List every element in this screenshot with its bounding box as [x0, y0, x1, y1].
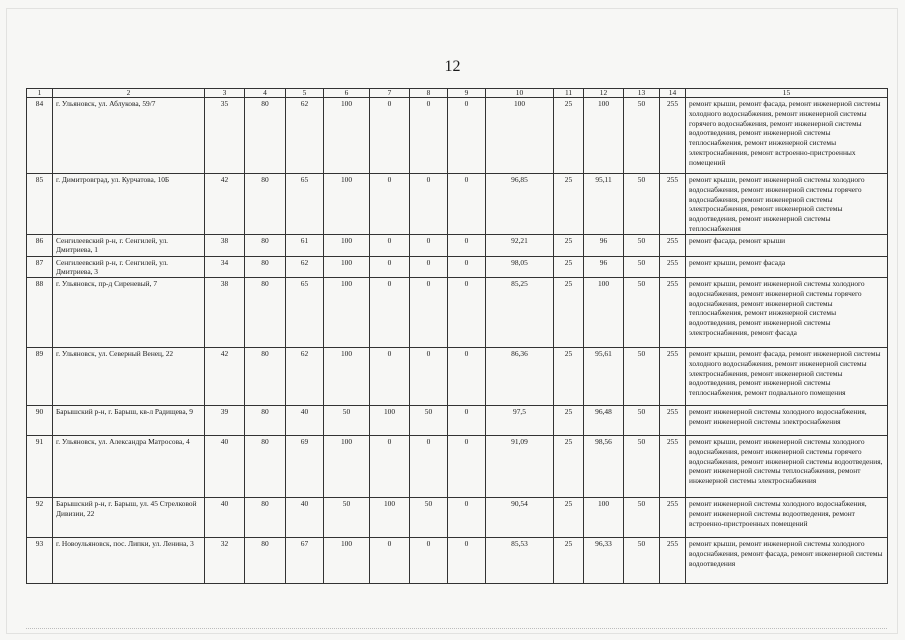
cell-col-6: 100 [324, 436, 370, 498]
column-number-11: 11 [554, 89, 584, 98]
cell-col-3: 38 [205, 234, 245, 256]
cell-col-14: 255 [660, 256, 686, 278]
cell-col-5: 40 [286, 498, 324, 538]
cell-col-13: 50 [624, 436, 660, 498]
cell-col-8: 0 [410, 174, 448, 235]
cell-col-3: 42 [205, 348, 245, 406]
cell-col-11: 25 [554, 406, 584, 436]
column-number-5: 5 [286, 89, 324, 98]
cell-col-6: 100 [324, 256, 370, 278]
cell-col-9: 0 [448, 174, 486, 235]
cell-col-14: 255 [660, 174, 686, 235]
cell-row-number: 86 [27, 234, 53, 256]
cell-col-3: 40 [205, 498, 245, 538]
cell-address: Сенгилеевский р-н, г. Сенгилей, ул. Дмитриева, 3 [53, 256, 205, 278]
column-number-1: 1 [27, 89, 53, 98]
cell-col-11: 25 [554, 538, 584, 584]
cell-work-types: ремонт фасада, ремонт крыши [686, 234, 888, 256]
cell-col-10: 92,21 [486, 234, 554, 256]
cell-col-9: 0 [448, 436, 486, 498]
cell-col-12: 100 [584, 278, 624, 348]
cell-col-13: 50 [624, 256, 660, 278]
table-body [27, 89, 888, 584]
cell-col-13: 50 [624, 348, 660, 406]
cell-col-13: 50 [624, 174, 660, 235]
cell-work-types: ремонт крыши, ремонт инженерной системы холодного водоснабжения, ремонт инженерной системы горячего водоснабжения, ремонт инженерной системы электроснабжения, ремонт инженерной системы водоотведения, ремонт инженерной системы теплоснабжения [686, 174, 888, 235]
cell-address: г. Ульяновск, пр-д Сиреневый, 7 [53, 278, 205, 348]
cell-col-6: 50 [324, 406, 370, 436]
cell-col-8: 0 [410, 538, 448, 584]
cell-col-10: 91,09 [486, 436, 554, 498]
table-row [27, 278, 888, 348]
table-row [27, 436, 888, 498]
table-row [27, 234, 888, 256]
column-number-3: 3 [205, 89, 245, 98]
table-row [27, 406, 888, 436]
cell-col-12: 96,33 [584, 538, 624, 584]
cell-col-11: 25 [554, 256, 584, 278]
table-row [27, 256, 888, 278]
column-number-14: 14 [660, 89, 686, 98]
cell-col-13: 50 [624, 278, 660, 348]
cell-col-5: 40 [286, 406, 324, 436]
cell-col-10: 97,5 [486, 406, 554, 436]
cell-col-8: 0 [410, 234, 448, 256]
cell-col-10: 85,25 [486, 278, 554, 348]
cell-col-4: 80 [245, 256, 286, 278]
cell-address: Барышский р-н, г. Барыш, ул. 45 Стрелковой Дивизии, 22 [53, 498, 205, 538]
cell-col-11: 25 [554, 498, 584, 538]
cell-work-types: ремонт крыши, ремонт инженерной системы холодного водоснабжения, ремонт фасада, ремонт инженерной системы водоотведения [686, 538, 888, 584]
cell-col-7: 0 [370, 348, 410, 406]
cell-col-3: 35 [205, 98, 245, 174]
cell-col-4: 80 [245, 348, 286, 406]
cell-col-14: 255 [660, 278, 686, 348]
cell-address: г. Димитровград, ул. Курчатова, 10Б [53, 174, 205, 235]
cell-col-5: 67 [286, 538, 324, 584]
cell-col-10: 96,85 [486, 174, 554, 235]
cell-col-12: 95,61 [584, 348, 624, 406]
cell-col-7: 0 [370, 436, 410, 498]
cell-col-12: 96,48 [584, 406, 624, 436]
cell-col-9: 0 [448, 278, 486, 348]
cell-work-types: ремонт крыши, ремонт фасада, ремонт инженерной системы холодного водоснабжения, ремонт инженерной системы электроснабжения, ремонт инженерной системы водоотведения, ремонт инженерной системы теплоснабжения, ремонт подвального помещения [686, 348, 888, 406]
cell-col-8: 0 [410, 348, 448, 406]
cell-col-8: 50 [410, 498, 448, 538]
column-number-12: 12 [584, 89, 624, 98]
cell-col-4: 80 [245, 498, 286, 538]
cell-col-10: 100 [486, 98, 554, 174]
cell-address: Сенгилеевский р-н, г. Сенгилей, ул. Дмитриева, 1 [53, 234, 205, 256]
cell-col-5: 69 [286, 436, 324, 498]
cell-col-13: 50 [624, 406, 660, 436]
cell-col-4: 80 [245, 174, 286, 235]
column-number-2: 2 [53, 89, 205, 98]
cell-row-number: 92 [27, 498, 53, 538]
cell-col-3: 32 [205, 538, 245, 584]
cell-col-6: 100 [324, 234, 370, 256]
cell-col-6: 100 [324, 538, 370, 584]
cell-col-9: 0 [448, 538, 486, 584]
page-number: 12 [444, 58, 461, 75]
cell-work-types: ремонт крыши, ремонт фасада, ремонт инженерной системы холодного водоснабжения, ремонт инженерной системы горячего водоснабжения, ремонт инженерной системы водоотведения, ремонт инженерной системы теплоснабжения, ремонт инженерной системы электроснабжения, ремонт встроенно-пристроенных помещений [686, 98, 888, 174]
cell-col-3: 42 [205, 174, 245, 235]
cell-row-number: 93 [27, 538, 53, 584]
column-number-4: 4 [245, 89, 286, 98]
cell-row-number: 87 [27, 256, 53, 278]
cell-col-11: 25 [554, 98, 584, 174]
cell-col-9: 0 [448, 348, 486, 406]
cell-col-6: 100 [324, 278, 370, 348]
cell-col-3: 39 [205, 406, 245, 436]
cell-col-10: 86,36 [486, 348, 554, 406]
cell-address: Барышский р-н, г. Барыш, кв-л Радищева, 9 [53, 406, 205, 436]
cell-col-11: 25 [554, 278, 584, 348]
cell-col-14: 255 [660, 348, 686, 406]
cell-col-5: 62 [286, 98, 324, 174]
cell-col-4: 80 [245, 278, 286, 348]
cell-col-14: 255 [660, 436, 686, 498]
cell-col-13: 50 [624, 98, 660, 174]
cell-col-14: 255 [660, 98, 686, 174]
cell-col-4: 80 [245, 538, 286, 584]
cell-col-9: 0 [448, 98, 486, 174]
column-number-10: 10 [486, 89, 554, 98]
table-row [27, 174, 888, 235]
page-bottom-line [26, 628, 887, 629]
cell-col-6: 100 [324, 174, 370, 235]
cell-col-8: 0 [410, 436, 448, 498]
cell-col-12: 98,56 [584, 436, 624, 498]
cell-col-14: 255 [660, 234, 686, 256]
cell-col-12: 100 [584, 98, 624, 174]
cell-col-7: 0 [370, 234, 410, 256]
cell-col-8: 50 [410, 406, 448, 436]
cell-work-types: ремонт крыши, ремонт инженерной системы холодного водоснабжения, ремонт инженерной системы горячего водоснабжения, ремонт инженерной системы водоотведения, ремонт инженерной системы теплоснабжения, ремонт инженерной системы электроснабжения [686, 436, 888, 498]
column-number-7: 7 [370, 89, 410, 98]
column-number-row [27, 89, 888, 98]
cell-col-6: 100 [324, 348, 370, 406]
cell-col-5: 65 [286, 174, 324, 235]
table-row [27, 498, 888, 538]
repair-table [26, 88, 888, 584]
cell-col-3: 38 [205, 278, 245, 348]
cell-col-10: 85,53 [486, 538, 554, 584]
cell-address: г. Ульяновск, ул. Аблукова, 59/7 [53, 98, 205, 174]
cell-col-10: 90,54 [486, 498, 554, 538]
cell-col-7: 0 [370, 256, 410, 278]
cell-col-8: 0 [410, 278, 448, 348]
cell-work-types: ремонт инженерной системы холодного водоснабжения, ремонт инженерной системы электроснабжения [686, 406, 888, 436]
column-number-15: 15 [686, 89, 888, 98]
cell-col-3: 40 [205, 436, 245, 498]
table-row [27, 98, 888, 174]
cell-col-4: 80 [245, 436, 286, 498]
cell-col-4: 80 [245, 234, 286, 256]
cell-col-14: 255 [660, 538, 686, 584]
cell-row-number: 90 [27, 406, 53, 436]
cell-col-4: 80 [245, 98, 286, 174]
cell-col-10: 98,05 [486, 256, 554, 278]
cell-col-5: 62 [286, 256, 324, 278]
cell-row-number: 91 [27, 436, 53, 498]
cell-col-11: 25 [554, 348, 584, 406]
cell-work-types: ремонт крыши, ремонт инженерной системы холодного водоснабжения, ремонт инженерной системы горячего водоснабжения, ремонт инженерной системы теплоснабжения, ремонт инженерной системы водоотведения, ремонт инженерной системы электроснабжения, ремонт фасада [686, 278, 888, 348]
cell-col-9: 0 [448, 256, 486, 278]
cell-col-13: 50 [624, 538, 660, 584]
cell-col-11: 25 [554, 234, 584, 256]
cell-col-12: 100 [584, 498, 624, 538]
cell-address: г. Новоульяновск, пос. Липки, ул. Ленина, 3 [53, 538, 205, 584]
cell-col-9: 0 [448, 234, 486, 256]
cell-col-5: 65 [286, 278, 324, 348]
cell-row-number: 89 [27, 348, 53, 406]
cell-address: г. Ульяновск, ул. Северный Венец, 22 [53, 348, 205, 406]
table-row [27, 348, 888, 406]
cell-col-7: 100 [370, 406, 410, 436]
cell-row-number: 88 [27, 278, 53, 348]
cell-col-11: 25 [554, 174, 584, 235]
column-number-13: 13 [624, 89, 660, 98]
cell-work-types: ремонт крыши, ремонт фасада [686, 256, 888, 278]
cell-row-number: 84 [27, 98, 53, 174]
cell-col-13: 50 [624, 234, 660, 256]
cell-col-6: 100 [324, 98, 370, 174]
cell-col-7: 100 [370, 498, 410, 538]
cell-col-5: 61 [286, 234, 324, 256]
cell-col-14: 255 [660, 498, 686, 538]
cell-col-5: 62 [286, 348, 324, 406]
cell-col-12: 96 [584, 256, 624, 278]
cell-col-12: 95,11 [584, 174, 624, 235]
column-number-8: 8 [410, 89, 448, 98]
cell-col-9: 0 [448, 498, 486, 538]
cell-col-9: 0 [448, 406, 486, 436]
cell-col-7: 0 [370, 174, 410, 235]
cell-row-number: 85 [27, 174, 53, 235]
cell-col-12: 96 [584, 234, 624, 256]
cell-address: г. Ульяновск, ул. Александра Матросова, 4 [53, 436, 205, 498]
cell-col-6: 50 [324, 498, 370, 538]
cell-col-8: 0 [410, 98, 448, 174]
cell-col-7: 0 [370, 98, 410, 174]
cell-col-8: 0 [410, 256, 448, 278]
table-row [27, 538, 888, 584]
cell-col-7: 0 [370, 538, 410, 584]
cell-col-11: 25 [554, 436, 584, 498]
column-number-9: 9 [448, 89, 486, 98]
cell-col-13: 50 [624, 498, 660, 538]
cell-col-7: 0 [370, 278, 410, 348]
cell-col-3: 34 [205, 256, 245, 278]
column-number-6: 6 [324, 89, 370, 98]
cell-col-4: 80 [245, 406, 286, 436]
cell-col-14: 255 [660, 406, 686, 436]
cell-work-types: ремонт инженерной системы холодного водоснабжения, ремонт инженерной системы водоотведения, ремонт встроенно-пристроенных помещений [686, 498, 888, 538]
